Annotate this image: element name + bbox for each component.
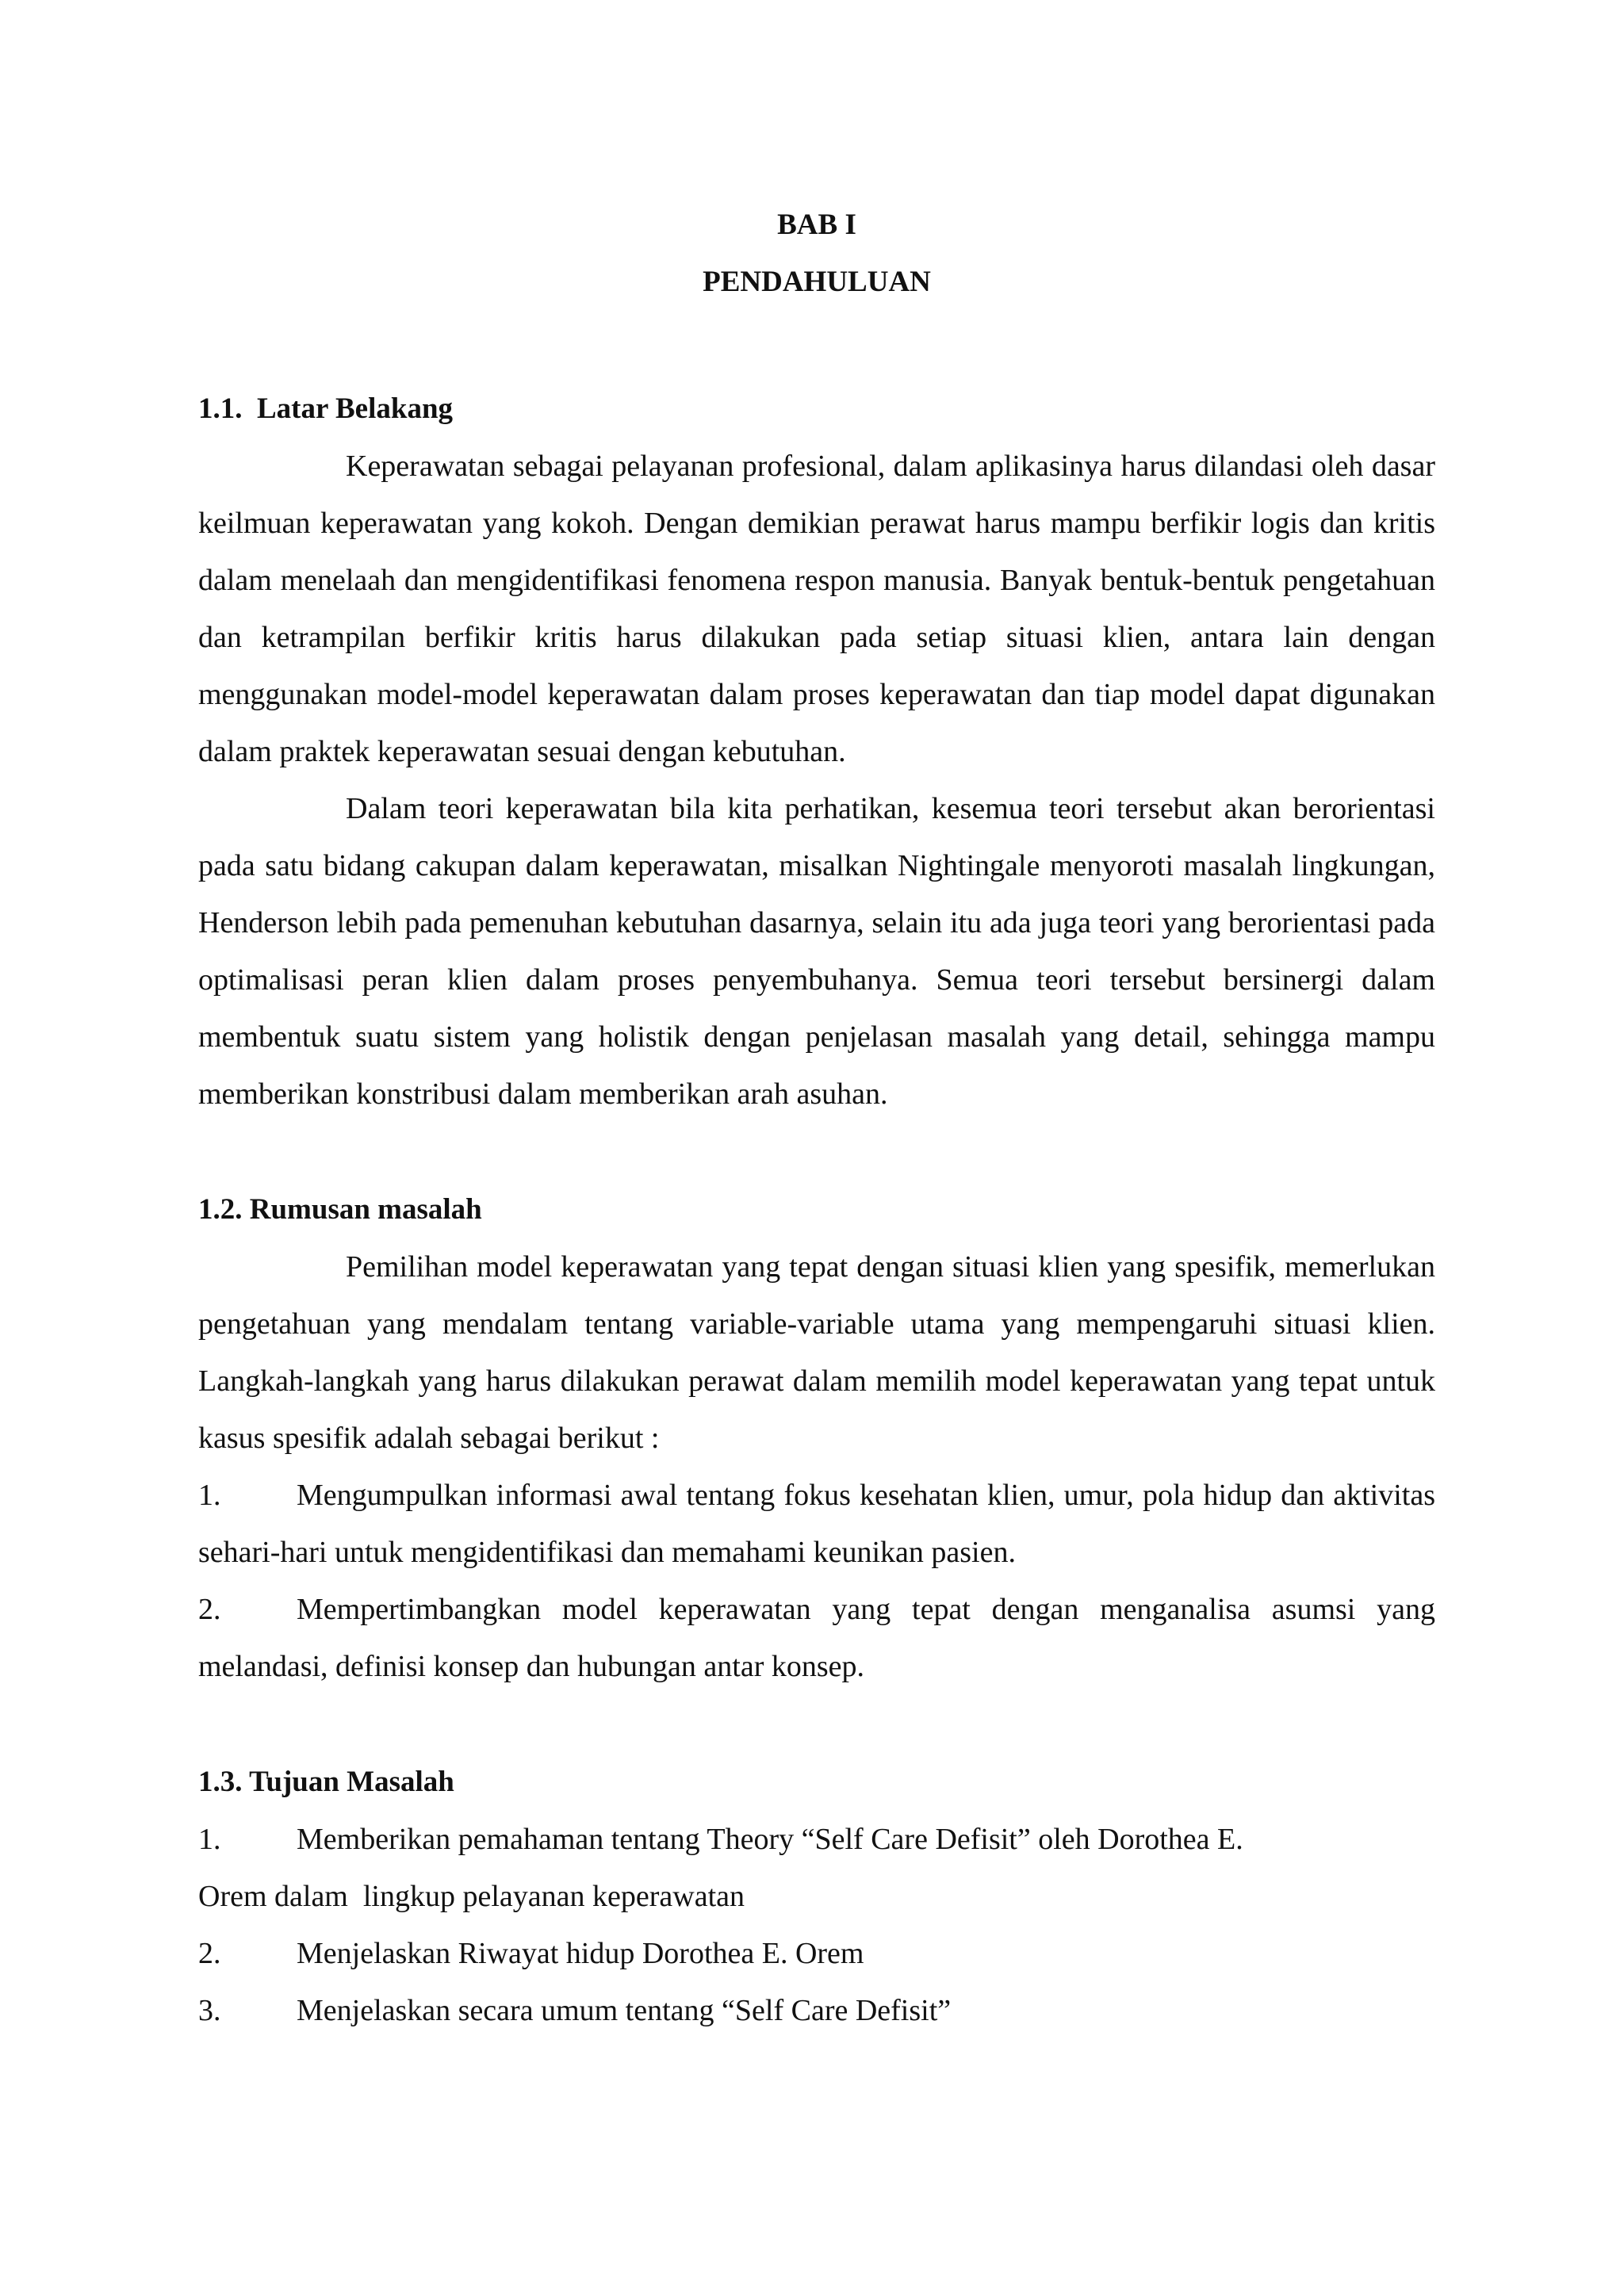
section-number: 1.2. <box>198 1193 243 1226</box>
list-item-text: Menjelaskan secara umum tentang “Self Care Defisit” <box>297 1994 952 2027</box>
list-item <box>198 1982 1435 2039</box>
section-title: Rumusan masalah <box>249 1193 482 1226</box>
section-heading <box>198 1754 1435 1811</box>
list-item <box>198 1467 1435 1581</box>
section-rumusan-masalah <box>198 1181 1435 1695</box>
list-item-text: Mengumpulkan informasi awal tentang fokus kesehatan klien, umur, pola hidup dan aktivitas sehari-hari untuk mengidentifikasi dan memahami keunikan pasien. <box>198 1479 1435 1569</box>
list-item-text: Mempertimbangkan model keperawatan yang tepat dengan menganalisa asumsi yang melandasi, definisi konsep dan hubungan antar konsep. <box>198 1593 1435 1683</box>
chapter-title: PENDAHULUAN <box>703 266 931 298</box>
list-item-number: 3. <box>198 1994 221 2027</box>
section-tujuan-masalah <box>198 1754 1435 2039</box>
section-heading <box>198 381 1435 438</box>
section-heading <box>198 1181 1435 1238</box>
list-item-number: 1. <box>198 1479 221 1512</box>
section-title: Latar Belakang <box>257 392 454 425</box>
section-number: 1.1. <box>198 392 243 425</box>
section-number: 1.3. <box>198 1766 243 1798</box>
paragraph: Dalam teori keperawatan bila kita perhatikan, kesemua teori tersebut akan berorientasi pada satu bidang cakupan dalam keperawatan, misalkan Nightingale menyoroti masalah lingkungan, Henderson lebih pada pemenuhan kebutuhan dasarnya, selain itu ada juga teori yang berorientasi pada optimalisasi peran klien dalam proses penyembuhanya. Semua teori tersebut bersinergi dalam membentuk suatu sistem yang holistik dengan penjelasan masalah yang detail, sehingga mampu memberikan konstribusi dalam memberikan arah asuhan. <box>198 792 1435 1111</box>
list-item-number: 2. <box>198 1937 221 1970</box>
list-item <box>198 1811 1435 1868</box>
section-title: Tujuan Masalah <box>249 1766 454 1798</box>
list-item-text: Menjelaskan Riwayat hidup Dorothea E. Orem <box>297 1937 864 1970</box>
document-page <box>198 197 1435 2098</box>
chapter-number: BAB I <box>777 209 856 241</box>
list-item-number: 2. <box>198 1593 221 1626</box>
section-latar-belakang <box>198 381 1435 1123</box>
paragraph: Pemilihan model keperawatan yang tepat dengan situasi klien yang spesifik, memerlukan pengetahuan yang mendalam tentang variable-variable utama yang mempengaruhi situasi klien. Langkah-langkah yang harus dilakukan perawat dalam memilih model keperawatan yang tepat untuk kasus spesifik adalah sebagai berikut : <box>198 1250 1435 1455</box>
paragraph: Keperawatan sebagai pelayanan profesional, dalam aplikasinya harus dilandasi oleh dasar keilmuan keperawatan yang kokoh. Dengan demikian perawat harus mampu berfikir logis dan kritis dalam menelaah dan mengidentifikasi fenomena respon manusia. Banyak bentuk-bentuk pengetahuan dan ketrampilan berfikir kritis harus dilakukan pada setiap situasi klien, antara lain dengan menggunakan model-model keperawatan dalam proses keperawatan dan tiap model dapat digunakan dalam praktek keperawatan sesuai dengan kebutuhan. <box>198 450 1435 768</box>
list-item-continuation: Orem dalam lingkup pelayanan keperawatan <box>198 1880 745 1913</box>
chapter-header <box>198 197 1435 311</box>
list-item <box>198 1581 1435 1695</box>
list-item-number: 1. <box>198 1823 221 1856</box>
list-item <box>198 1925 1435 1982</box>
list-item-text: Memberikan pemahaman tentang Theory “Self Care Defisit” oleh Dorothea E. <box>297 1823 1243 1856</box>
